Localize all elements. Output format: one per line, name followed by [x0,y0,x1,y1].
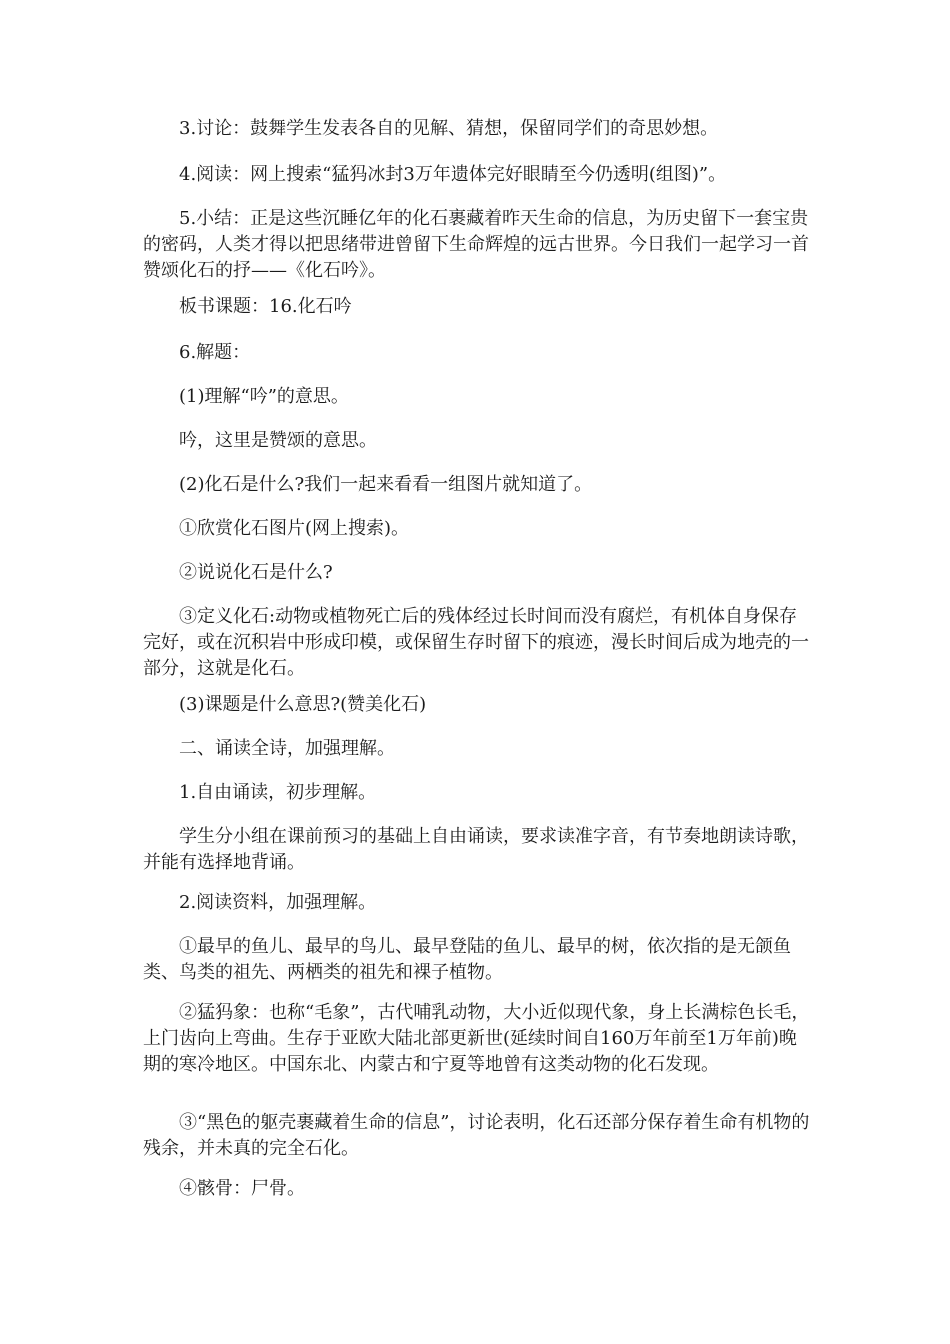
paragraph-skeleton: ④骸骨：尸骨。 [179,1178,305,1199]
paragraph-section-two: 二、诵读全诗，加强理解。 [179,738,395,759]
paragraph-free-reading: 1.自由诵读，初步理解。 [179,782,377,803]
paragraph-discuss-fossil: ②说说化石是什么? [179,562,333,583]
paragraph-understand-yin: (1)理解“吟”的意思。 [179,386,349,407]
paragraph-mammoth: ②猛犸象：也称“毛象”，古代哺乳动物，大小近似现代象，身上长满棕色长毛，上门齿向上弯曲。生存于亚欧大陆北部更新世(延续时间自160万年前至1万年前)晚期的寒冷地区。中国东北、内蒙古和宁夏等地曾有这类动物的化石发现。 [143,1002,810,1075]
paragraph-summary: 5.小结：正是这些沉睡亿年的化石裹藏着昨天生命的信息，为历史留下一套宝贵的密码，人类才得以把思绪带进曾留下生命辉煌的远古世界。今日我们一起学习一首赞颂化石的抒——《化石吟》。 [143,208,809,281]
paragraph-view-images: ①欣赏化石图片(网上搜索)。 [179,518,410,539]
paragraph-define-fossil: ③定义化石:动物或植物死亡后的残体经过长时间而没有腐烂，有机体自身保存完好，或在沉积岩中形成印模，或保留生存时留下的痕迹，漫长时间后成为地壳的一部分，这就是化石。 [143,606,809,679]
paragraph-read-materials: 2.阅读资料，加强理解。 [179,892,377,913]
paragraph-discussion: 3.讨论：鼓舞学生发表各自的见解、猜想，保留同学们的奇思妙想。 [179,118,719,139]
paragraph-yin-meaning: 吟，这里是赞颂的意思。 [179,430,377,451]
paragraph-explain-title: 6.解题： [179,342,251,363]
paragraph-title-meaning: (3)课题是什么意思?(赞美化石) [179,694,427,715]
paragraph-board-title: 板书课题：16.化石吟 [179,296,352,317]
paragraph-black-shell: ③“黑色的躯壳裹藏着生命的信息”，讨论表明，化石还部分保存着生命有机物的残余，并未真的完全石化。 [143,1112,810,1159]
paragraph-what-is-fossil: (2)化石是什么?我们一起来看看一组图片就知道了。 [179,474,593,495]
paragraph-reading: 4.阅读：网上搜索“猛犸冰封3万年遗体完好眼睛至今仍透明(组图)”。 [179,164,727,185]
paragraph-earliest-species: ①最早的鱼儿、最早的鸟儿、最早登陆的鱼儿、最早的树，依次指的是无颌鱼类、鸟类的祖先、两栖类的祖先和裸子植物。 [143,936,791,983]
paragraph-group-reading: 学生分小组在课前预习的基础上自由诵读，要求读准字音，有节奏地朗读诗歌，并能有选择地背诵。 [143,826,809,873]
